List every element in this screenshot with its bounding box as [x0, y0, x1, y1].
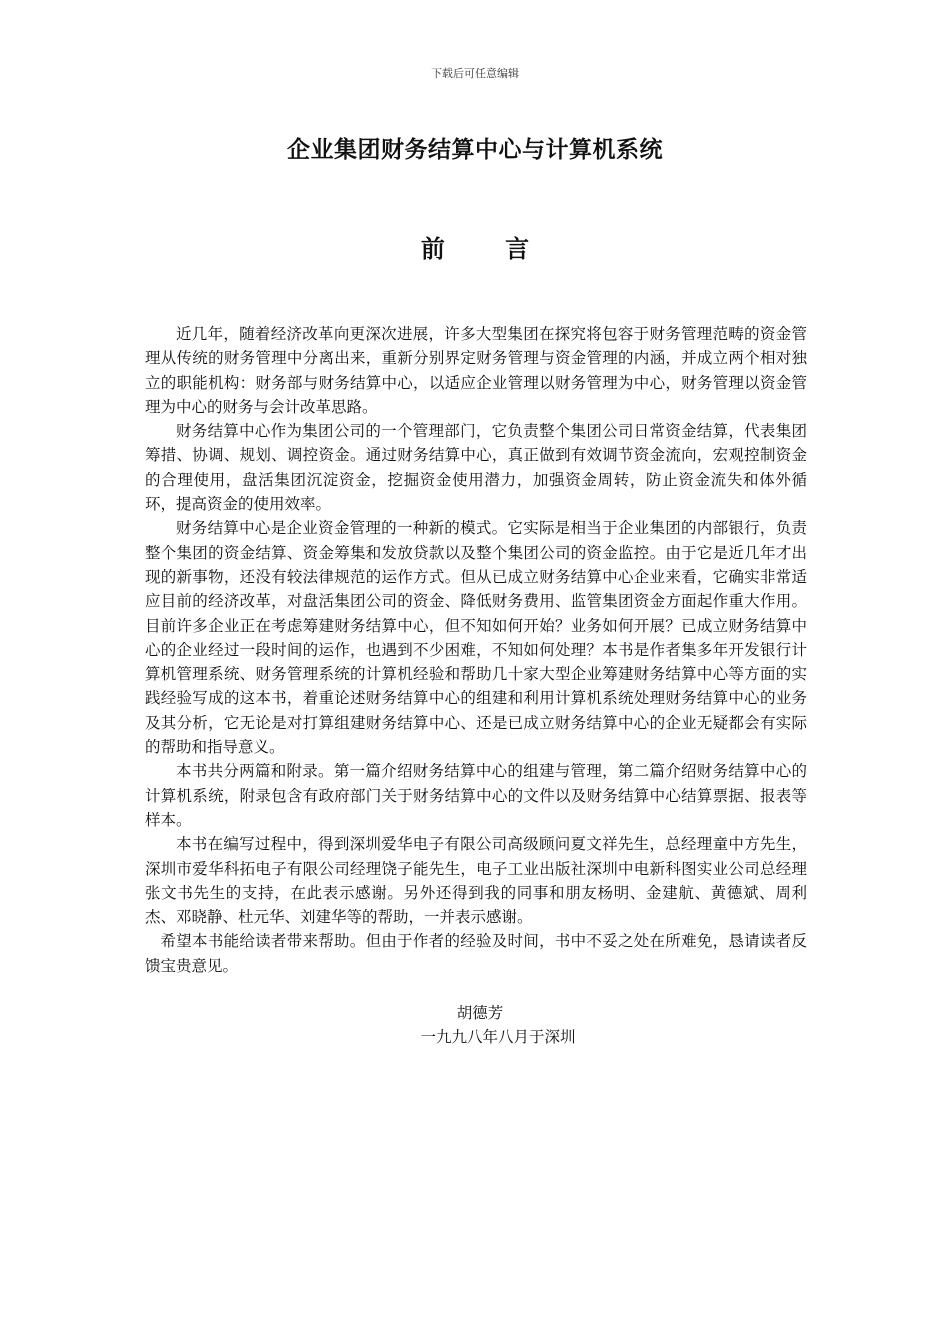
paragraph: 本书共分两篇和附录。第一篇介绍财务结算中心的组建与管理，第二篇介绍财务结算中心的计算机系统，附录包含有政府部门关于财务结算中心的文件以及财务结算中心结算票据、报表等样本。 — [145, 762, 807, 829]
document-title: 企业集团财务结算中心与计算机系统 — [287, 137, 663, 163]
paragraph: 本书在编写过程中，得到深圳爱华电子有限公司高级顾问夏文祥先生，总经理童中方先生，深圳市爱华科拓电子有限公司经理饶子能先生，电子工业出版社深圳中电新科图实业公司总经理张文书先生的支持，在此表示感谢。另外还得到我的同事和朋友杨明、金建航、黄德斌、周利杰、邓晓静、杜元华、刘建华等的帮助，一并表示感谢。 — [145, 835, 807, 927]
signature-date: 一九九八年八月于深圳 — [420, 1028, 576, 1046]
paragraph: 财务结算中心作为集团公司的一个管理部门，它负责整个集团公司日常资金结算，代表集团筹措、协调、规划、调控资金。通过财务结算中心，真正做到有效调节资金流向，宏观控制资金的合理使用，盘活集团沉淀资金，挖掘资金使用潜力，加强资金周转，防止资金流失和体外循环，提高资金的使用效率。 — [145, 422, 807, 514]
signature-name: 胡德芳 — [456, 1004, 504, 1022]
paragraph: 财务结算中心是企业资金管理的一种新的模式。它实际是相当于企业集团的内部银行，负责整个集团的资金结算、资金筹集和发放贷款以及整个集团公司的资金监控。由于它是近几年才出现的新事物，还没有较法律规范的运作方式。但从已成立财务结算中心企业来看，它确实非常适应目前的经济改革，对盘活集团公司的资金、降低财务费用、监管集团资金方面起作重大作用。目前许多企业正在考虑筹建财务结算中心，但不知如何开始？业务如何开展？已成立财务结算中心的企业经过一段时间的运作，也遇到不少困难，不知如何处理？本书是作者集多年开发银行计算机管理系统、财务管理系统的计算机经验和帮助几十家大型企业筹建财务结算中心等方面的实践经验写成的这本书，着重论述财务结算中心的组建和利用计算机系统处理财务结算中心的业务及其分析，它无论是对打算组建财务结算中心、还是已成立财务结算中心的企业无疑都会有实际的帮助和指导意义。 — [145, 519, 807, 757]
preface-body — [145, 322, 807, 978]
paragraph: 希望本书能给读者带来帮助。但由于作者的经验及时间，书中不妥之处在所难免，恳请读者反馈宝贵意见。 — [145, 932, 807, 975]
paragraph: 近几年，随着经济改革向更深次进展，许多大型集团在探究将包容于财务管理范畴的资金管理从传统的财务管理中分离出来，重新分别界定财务管理与资金管理的内涵，并成立两个相对独立的职能机构：财务部与财务结算中心，以适应企业管理以财务管理为中心，财务管理以资金管理为中心的财务与会计改革思路。 — [145, 325, 807, 416]
section-title: 前 言 — [420, 235, 556, 263]
header-note: 下载后可任意编辑 — [431, 67, 519, 80]
